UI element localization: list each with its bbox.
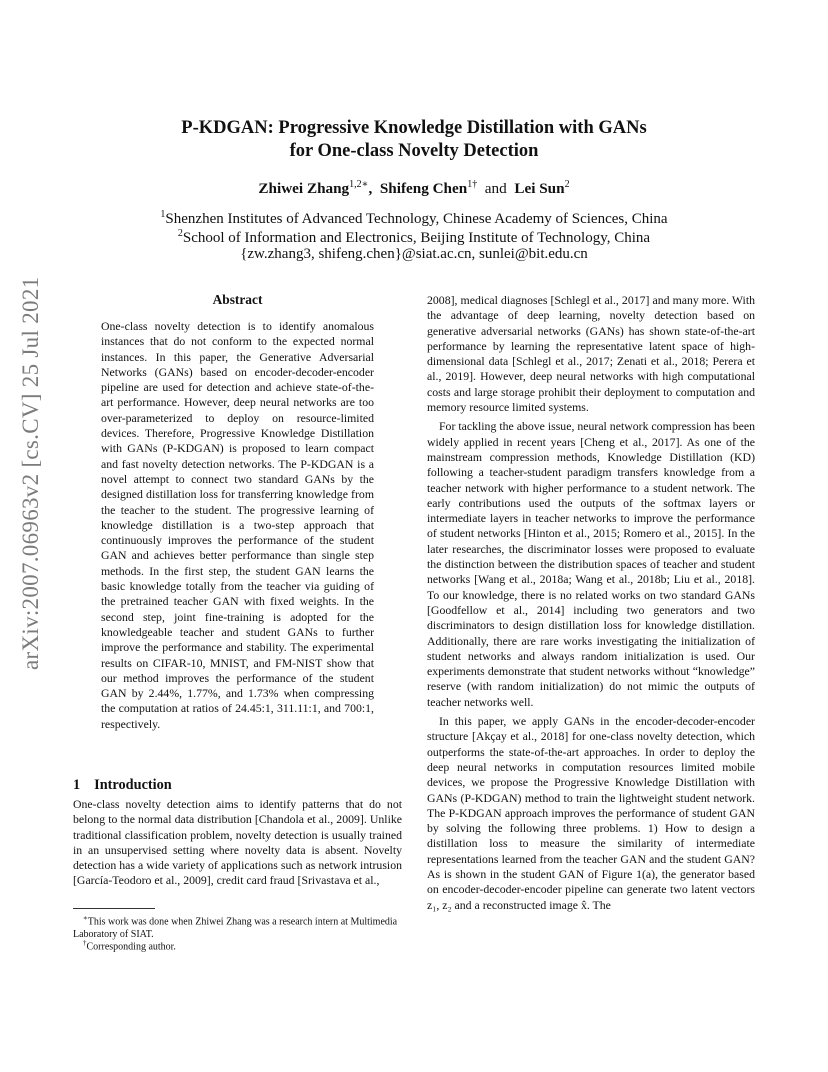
footnote-text: Corresponding author. xyxy=(86,941,176,953)
section-heading-introduction xyxy=(73,777,172,794)
affiliation-text: School of Information and Electronics, Beijing Institute of Technology, China xyxy=(182,230,651,246)
paper-title xyxy=(0,117,828,163)
arxiv-stamp: arXiv:2007.06963v2 [cs.CV] 25 Jul 2021 xyxy=(18,276,43,670)
affiliation-text: Shenzhen Institutes of Advanced Technology, Chinese Academy of Sciences, China xyxy=(165,211,668,227)
author-separator: , xyxy=(368,180,373,198)
intro-paragraph: One-class novelty detection aims to identify patterns that do not belong to the normal data distribution [Chandola et al., 2009]. Unlike traditional classification problem, novelty detection is usually trained in an unsupervised setting where novelty data is absent. Novelty detection has a wide variety of applications such as network intrusion [García-Teodoro et al., 2009], credit card fraud [Srivastava et al., xyxy=(73,797,402,888)
body-paragraph: 2008], medical diagnoses [Schlegl et al., 2017] and many more. With the advantage of deep learning, novelty detection based on generative adversarial networks (GANs) has shown state-of-the-art performance by learning the representative latent space of high-dimensional data [Schlegl et al., 2017; Zenati et al., 2018; Perera et al., 2019]. However, deep neural networks with high computational costs and large storage prohibit their deployment to computation and memory resource limited systems. xyxy=(427,293,755,415)
affiliation-mark: 2 xyxy=(177,228,183,239)
right-column-body xyxy=(427,293,755,913)
section-number: 1 xyxy=(73,777,81,793)
body-paragraph: For tackling the above issue, neural network compression has been widely applied in recent years [Cheng et al., 2017]. As one of the mainstream compression methods, Knowledge Distillation (KD) following a teacher-student paradigm transfers knowledge from a teacher network with higher performance to a student network. The early contributions used the outputs of the softmax layers or intermediate layers in teacher networks to improve the performance of student networks [Hinton et al., 2015; Romero et al., 2015]. In the later researches, the discriminator losses were proposed to evaluate the distinction between the distribution spaces of teacher and student networks [Wang et al., 2018a; Wang et al., 2018b; Liu et al., 2018]. To our knowledge, there is no related works on two standard GANs [Goodfellow et al., 2014] including two generators and two discriminators to design distillation loss for knowledge distillation. Additionally, there are rare works investigating the initialization of student networks and always random initialization is used. Our experiments demonstrate that student networks without “knowledge” reserve (with random initialization) do not mimic the outputs of teacher networks well. xyxy=(427,419,755,709)
author-emails: {zw.zhang3, shifeng.chen}@siat.ac.cn, sunlei@bit.edu.cn xyxy=(240,246,588,262)
abstract-text: One-class novelty detection is to identify anomalous instances that do not conform to the expected normal instances. In this paper, the Generative Adversarial Networks (GANs) based on encoder-decoder-encoder pipeline are used for detection and achieve state-of-the-art performance. However, deep neural networks are too over-parameterized to deploy on resource-limited devices. Therefore, Progressive Knowledge Distillation with GANs (P-KDGAN) is proposed to learn compact and fast novelty detection networks. The P-KDGAN is a novel attempt to connect two standard GANs by the designed distillation loss for transferring knowledge from the teacher to the student. The progressive learning of knowledge distillation is a two-step approach that continuously improves the performance of the student GAN and achieves better performance than single step methods. In the first step, the student GAN learns the basic knowledge totally from the teacher via guiding of the pretrained teacher GAN with fixed weights. In the second step, joint fine-training is adopted for the knowledgeable teacher and student GANs to further improve the performance and stability. The experimental results on CIFAR-10, MNIST, and FM-NIST show that our method improves the performance of the student GAN by 2.44%, 1.77%, and 1.73% when compressing the computation at ratios of 24.45:1, 311.11:1, and 700:1, respectively. xyxy=(101,319,374,731)
title-line-1: P-KDGAN: Progressive Knowledge Distillation with GANs xyxy=(181,118,647,138)
footnote-text: This work was done when Zhiwei Zhang was a research intern at Multimedia Laboratory of SIAT. xyxy=(73,916,398,940)
author-affil-mark: 1,2∗ xyxy=(349,179,369,190)
body-paragraph: In this paper, we apply GANs in the encoder-decoder-encoder structure [Akçay et al., 2018] for one-class novelty detection, which outperforms the state-of-the-art approaches. In order to deploy the deep neural networks in computation resources limited mobile devices, we propose the Progressive Knowledge Distillation with GANs (P-KDGAN) method to train the lightweight student network. The P-KDGAN approach improves the performance of student GAN by solving the following three problems. 1) How to design a distillation loss to measure the similarity of intermediate representations learned from the teacher GAN and the student GAN? As is shown in the student GAN of Figure 1(a), the generator based on encoder-decoder-encoder pipeline can generate two latent vectors z₁, z₂ and a reconstructed image x̂. The xyxy=(427,714,755,912)
introduction-body xyxy=(73,797,402,889)
author-name: Zhiwei Zhang xyxy=(258,180,350,198)
footnote-mark: ∗ xyxy=(83,914,88,922)
author-affil-mark: 2 xyxy=(564,179,570,190)
abstract-heading: Abstract xyxy=(212,292,263,307)
author-list xyxy=(0,179,828,198)
author-affil-mark: 1† xyxy=(467,179,478,190)
abstract-body xyxy=(101,319,374,732)
author-name: Lei Sun xyxy=(514,180,565,198)
section-title: Introduction xyxy=(94,777,172,793)
footnote-2 xyxy=(73,937,403,954)
title-line-2: for One-class Novelty Detection xyxy=(289,141,539,161)
author-name: Shifeng Chen xyxy=(379,180,468,198)
footnote-mark: † xyxy=(83,939,87,947)
footnote-rule xyxy=(73,908,155,909)
affiliation-mark: 1 xyxy=(160,209,166,220)
author-and: and xyxy=(484,180,507,198)
